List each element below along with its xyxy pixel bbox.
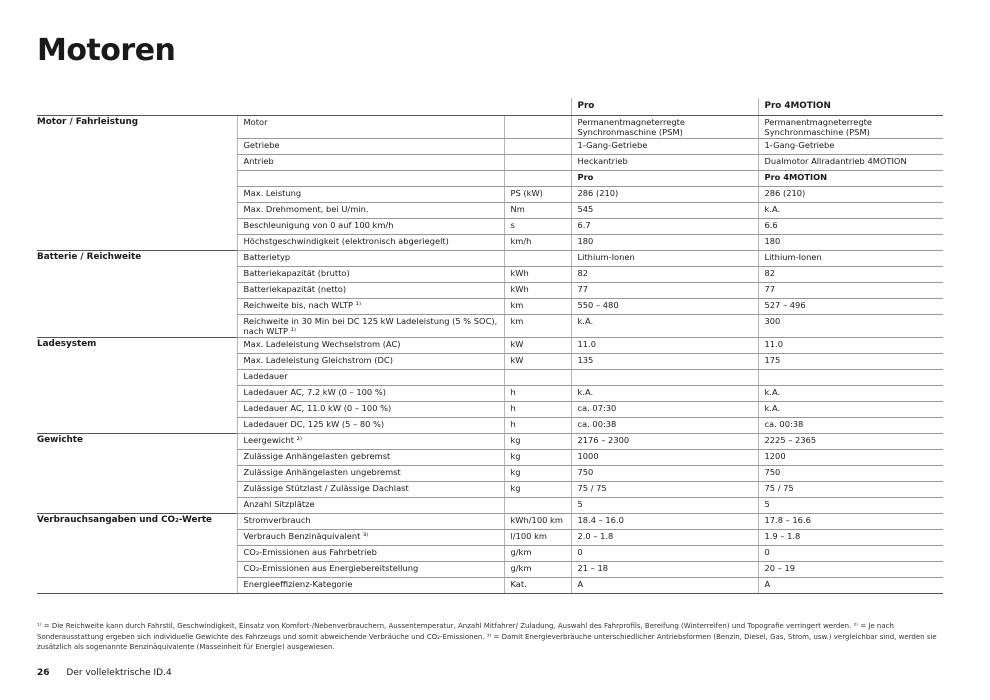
table-row [37, 418, 943, 434]
table-row [37, 338, 943, 354]
value-pro-4motion: ca. 00:38 [758, 418, 943, 434]
value-pro: 180 [571, 235, 758, 251]
value-pro-4motion: 300 [758, 315, 943, 338]
spec-unit: km/h [504, 235, 571, 251]
table-row [37, 514, 943, 530]
spec-unit: kW [504, 354, 571, 370]
document-title: Der vollelektrische ID.4 [66, 668, 172, 678]
group-label [37, 498, 237, 514]
spec-unit [504, 171, 571, 187]
value-pro: 286 (210) [571, 187, 758, 203]
spec-label: Batteriekapazität (brutto) [237, 267, 504, 283]
spec-label: Ladedauer AC, 7.2 kW (0 – 100 %) [237, 386, 504, 402]
value-pro-4motion: 6.6 [758, 219, 943, 235]
group-label [37, 235, 237, 251]
spec-unit [504, 498, 571, 514]
group-label [37, 171, 237, 187]
group-label [37, 203, 237, 219]
spec-unit: kWh/100 km [504, 514, 571, 530]
spec-unit: kg [504, 450, 571, 466]
spec-label: Verbrauch Benzinäquivalent ³⁾ [237, 530, 504, 546]
spec-label: Batterietyp [237, 251, 504, 267]
spec-unit: kWh [504, 283, 571, 299]
spec-label: Batteriekapazität (netto) [237, 283, 504, 299]
value-pro-4motion: 2225 – 2365 [758, 434, 943, 450]
table-row [37, 171, 943, 187]
value-pro-4motion: 175 [758, 354, 943, 370]
value-pro: Pro [571, 171, 758, 187]
header-empty [237, 98, 504, 116]
spec-unit: km [504, 299, 571, 315]
table-row [37, 235, 943, 251]
value-pro: A [571, 578, 758, 594]
table-row [37, 155, 943, 171]
spec-label: Zulässige Anhängelasten gebremst [237, 450, 504, 466]
footnotes: ¹⁾ = Die Reichweite kann durch Fahrstil, Geschwindigkeit, Einsatz von Komfort-/Nebenverbrauchern, Aussentemperatur, Anzahl Mitfahrer/ Zuladung, Auswahl des Fahrprofils, Bereifung (Winterreifen) und Topografie verringert werden. ²⁾ = Je nach Sonderausstattung ergeben sich individuelle Gewichte des Fahrzeugs und somit abweichende Verbräuche und CO₂-Emissionen. ³⁾ = Damit Energieverbräuche unterschiedlicher Antriebsformen (Benzin, Diesel, Gas, Strom, usw.) vergleichbar sind, werden sie zusätzlich als sogenannte Benzinäquivalente (Masseinheit für Energie) ausgewiesen. [37, 622, 937, 651]
spec-label: Ladedauer DC, 125 kW (5 – 80 %) [237, 418, 504, 434]
value-pro-4motion: 11.0 [758, 338, 943, 354]
table-header-row [37, 98, 943, 116]
value-pro-4motion: 180 [758, 235, 943, 251]
value-pro-4motion: 1200 [758, 450, 943, 466]
spec-unit [504, 251, 571, 267]
spec-label: CO₂-Emissionen aus Fahrbetrieb [237, 546, 504, 562]
value-pro-4motion: 5 [758, 498, 943, 514]
spec-label: Energieeffizienz-Kategorie [237, 578, 504, 594]
table-row [37, 219, 943, 235]
spec-unit: kg [504, 466, 571, 482]
value-pro: 0 [571, 546, 758, 562]
group-label [37, 578, 237, 594]
table-row [37, 530, 943, 546]
group-label [37, 466, 237, 482]
group-label [37, 386, 237, 402]
page-title: Motoren [37, 33, 176, 68]
spec-label: Zulässige Anhängelasten ungebremst [237, 466, 504, 482]
spec-unit: s [504, 219, 571, 235]
table-row [37, 251, 943, 267]
group-label [37, 219, 237, 235]
header-empty [504, 98, 571, 116]
table-row [37, 450, 943, 466]
spec-unit [504, 139, 571, 155]
value-pro: Permanentmagneterregte Synchronmaschine (PSM) [571, 116, 758, 139]
spec-unit: g/km [504, 546, 571, 562]
spec-unit [504, 116, 571, 139]
value-pro: 1-Gang-Getriebe [571, 139, 758, 155]
spec-label: Motor [237, 116, 504, 139]
value-pro-4motion: 527 – 496 [758, 299, 943, 315]
spec-label: Max. Ladeleistung Gleichstrom (DC) [237, 354, 504, 370]
column-header-pro-4motion: Pro 4MOTION [758, 98, 943, 116]
spec-label: Max. Ladeleistung Wechselstrom (AC) [237, 338, 504, 354]
group-label [37, 283, 237, 299]
value-pro-4motion: A [758, 578, 943, 594]
group-label [37, 315, 237, 338]
value-pro: Heckantrieb [571, 155, 758, 171]
group-label: Batterie / Reichweite [37, 251, 237, 267]
value-pro: 75 / 75 [571, 482, 758, 498]
value-pro: 550 – 480 [571, 299, 758, 315]
spec-unit: g/km [504, 562, 571, 578]
value-pro: 135 [571, 354, 758, 370]
value-pro-4motion: Pro 4MOTION [758, 171, 943, 187]
table-row [37, 370, 943, 386]
spec-label: Höchstgeschwindigkeit (elektronisch abgeriegelt) [237, 235, 504, 251]
value-pro [571, 370, 758, 386]
spec-label: Reichweite bis, nach WLTP ¹⁾ [237, 299, 504, 315]
spec-label: CO₂-Emissionen aus Energiebereitstellung [237, 562, 504, 578]
value-pro: ca. 07:30 [571, 402, 758, 418]
spec-unit [504, 155, 571, 171]
value-pro-4motion: 750 [758, 466, 943, 482]
spec-unit [504, 370, 571, 386]
value-pro: 77 [571, 283, 758, 299]
spec-label: Stromverbrauch [237, 514, 504, 530]
spec-unit: Nm [504, 203, 571, 219]
table-row [37, 315, 943, 338]
page-number: 26 [37, 668, 50, 678]
value-pro: 2.0 – 1.8 [571, 530, 758, 546]
table-row [37, 402, 943, 418]
value-pro-4motion: 286 (210) [758, 187, 943, 203]
group-label [37, 546, 237, 562]
value-pro-4motion: 77 [758, 283, 943, 299]
group-label [37, 187, 237, 203]
spec-unit: kg [504, 482, 571, 498]
spec-table [37, 98, 943, 594]
table-row [37, 203, 943, 219]
spec-label: Zulässige Stützlast / Zulässige Dachlast [237, 482, 504, 498]
spec-label: Beschleunigung von 0 auf 100 km/h [237, 219, 504, 235]
value-pro-4motion: 20 – 19 [758, 562, 943, 578]
column-header-pro: Pro [571, 98, 758, 116]
table-row [37, 546, 943, 562]
table-row [37, 267, 943, 283]
table-row [37, 562, 943, 578]
spec-label: Ladedauer AC, 11.0 kW (0 – 100 %) [237, 402, 504, 418]
group-label [37, 139, 237, 155]
spec-label: Reichweite in 30 Min bei DC 125 kW Ladeleistung (5 % SOC), nach WLTP ¹⁾ [237, 315, 504, 338]
group-label [37, 562, 237, 578]
value-pro: 11.0 [571, 338, 758, 354]
spec-label [237, 171, 504, 187]
value-pro: 18.4 – 16.0 [571, 514, 758, 530]
group-label: Motor / Fahrleistung [37, 116, 237, 139]
value-pro: k.A. [571, 386, 758, 402]
table-row [37, 139, 943, 155]
value-pro-4motion [758, 370, 943, 386]
spec-label: Getriebe [237, 139, 504, 155]
group-label: Ladesystem [37, 338, 237, 354]
value-pro-4motion: Dualmotor Allradantrieb 4MOTION [758, 155, 943, 171]
value-pro-4motion: k.A. [758, 203, 943, 219]
group-label [37, 418, 237, 434]
table-row [37, 299, 943, 315]
group-label [37, 155, 237, 171]
table-row [37, 283, 943, 299]
group-label: Gewichte [37, 434, 237, 450]
value-pro: 6.7 [571, 219, 758, 235]
group-label [37, 370, 237, 386]
value-pro: 21 – 18 [571, 562, 758, 578]
group-label [37, 402, 237, 418]
spec-label: Ladedauer [237, 370, 504, 386]
header-empty [37, 98, 237, 116]
table-row [37, 354, 943, 370]
group-label [37, 450, 237, 466]
group-label [37, 530, 237, 546]
spec-unit: PS (kW) [504, 187, 571, 203]
value-pro-4motion: 75 / 75 [758, 482, 943, 498]
spec-label: Leergewicht ²⁾ [237, 434, 504, 450]
spec-unit: kW [504, 338, 571, 354]
table-row [37, 434, 943, 450]
value-pro-4motion: 1-Gang-Getriebe [758, 139, 943, 155]
value-pro: 750 [571, 466, 758, 482]
value-pro: Lithium-Ionen [571, 251, 758, 267]
spec-unit: h [504, 402, 571, 418]
value-pro: 5 [571, 498, 758, 514]
value-pro: k.A. [571, 315, 758, 338]
group-label [37, 482, 237, 498]
table-row [37, 386, 943, 402]
value-pro: 1000 [571, 450, 758, 466]
table-row [37, 187, 943, 203]
spec-unit: l/100 km [504, 530, 571, 546]
value-pro: 82 [571, 267, 758, 283]
spec-unit: km [504, 315, 571, 338]
spec-label: Anzahl Sitzplätze [237, 498, 504, 514]
spec-unit: Kat. [504, 578, 571, 594]
value-pro-4motion: 82 [758, 267, 943, 283]
group-label [37, 299, 237, 315]
table-row [37, 116, 943, 139]
spec-label: Max. Leistung [237, 187, 504, 203]
value-pro: 2176 – 2300 [571, 434, 758, 450]
group-label: Verbrauchsangaben und CO₂-Werte [37, 514, 237, 530]
table-row [37, 498, 943, 514]
value-pro-4motion: 17.8 – 16.6 [758, 514, 943, 530]
spec-label: Antrieb [237, 155, 504, 171]
group-label [37, 267, 237, 283]
value-pro: ca. 00:38 [571, 418, 758, 434]
value-pro-4motion: Permanentmagneterregte Synchronmaschine (PSM) [758, 116, 943, 139]
table-row [37, 482, 943, 498]
spec-unit: kWh [504, 267, 571, 283]
spec-unit: kg [504, 434, 571, 450]
value-pro-4motion: k.A. [758, 402, 943, 418]
table-row [37, 466, 943, 482]
spec-unit: h [504, 386, 571, 402]
value-pro-4motion: Lithium-Ionen [758, 251, 943, 267]
value-pro-4motion: 0 [758, 546, 943, 562]
spec-unit: h [504, 418, 571, 434]
value-pro-4motion: 1.9 – 1.8 [758, 530, 943, 546]
table-row [37, 578, 943, 594]
value-pro-4motion: k.A. [758, 386, 943, 402]
value-pro: 545 [571, 203, 758, 219]
group-label [37, 354, 237, 370]
page-footer [37, 668, 172, 678]
spec-label: Max. Drehmoment, bei U/min. [237, 203, 504, 219]
